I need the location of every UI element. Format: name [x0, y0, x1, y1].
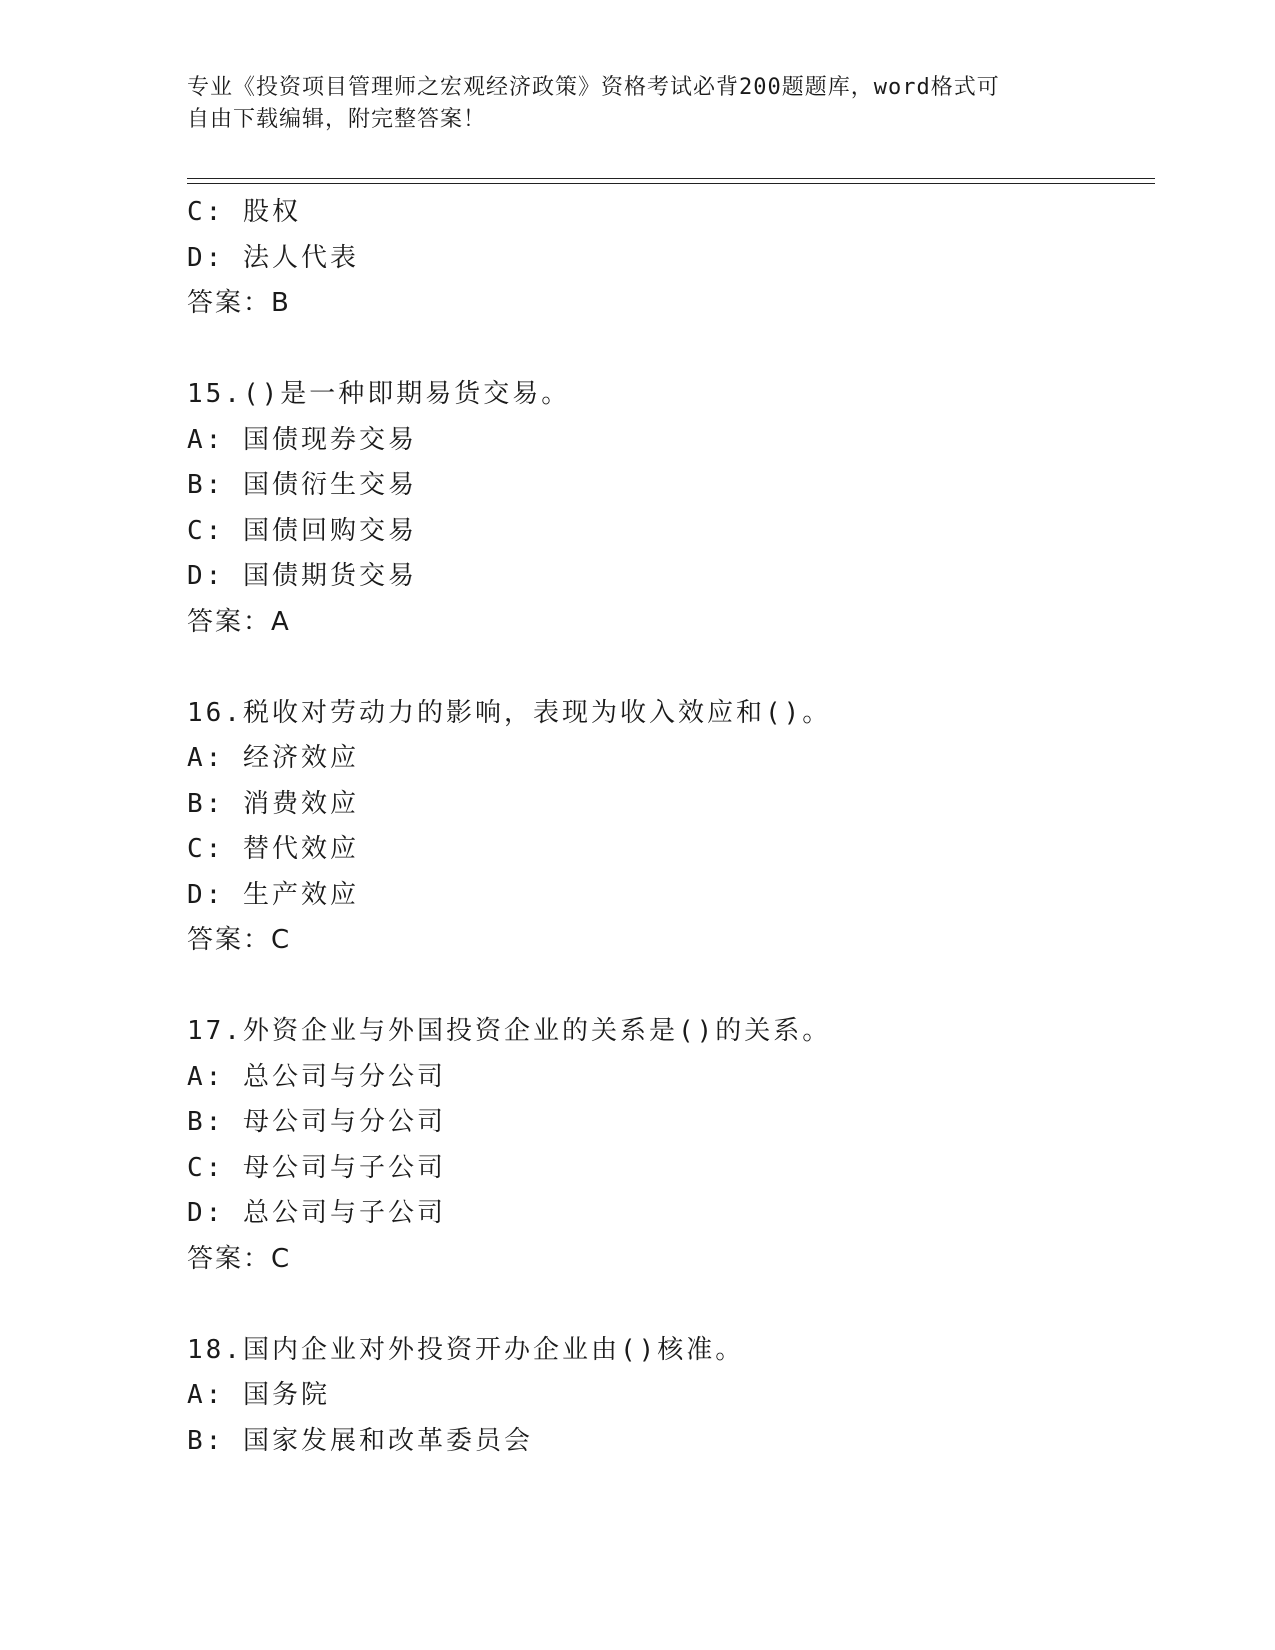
option-c: C: 股权 — [187, 197, 301, 227]
spacer — [187, 1282, 1155, 1328]
option-d: D: 国债期货交易 — [187, 561, 417, 591]
option-d: D: 总公司与子公司 — [187, 1198, 446, 1228]
spacer — [187, 327, 1155, 373]
document-header — [187, 72, 1087, 136]
option-b: B: 母公司与分公司 — [187, 1107, 446, 1137]
option-d: D: 生产效应 — [187, 879, 359, 910]
spacer — [187, 964, 1155, 1010]
option-b: B: 消费效应 — [187, 788, 359, 819]
option-c: C: 替代效应 — [187, 834, 359, 864]
option-d: D: 法人代表 — [187, 242, 359, 273]
header-line-2: 自由下载编辑，附完整答案！ — [187, 107, 487, 132]
option-a: A: 国债现券交易 — [187, 424, 417, 455]
option-b: B: 国家发展和改革委员会 — [187, 1425, 533, 1456]
header-rule-top — [187, 178, 1155, 179]
option-a: A: 国务院 — [187, 1380, 330, 1410]
option-b: B: 国债衍生交易 — [187, 470, 417, 500]
answer: 答案：C — [187, 1243, 292, 1274]
answer: 答案：A — [187, 606, 291, 637]
header-rule-bottom — [187, 183, 1155, 184]
option-a: A: 总公司与分公司 — [187, 1061, 446, 1092]
question-stem: 16.税收对劳动力的影响，表现为收入效应和()。 — [187, 697, 832, 728]
answer: 答案：C — [187, 925, 292, 955]
question-stem: 17.外资企业与外国投资企业的关系是()的关系。 — [187, 1016, 832, 1046]
question-stem: 15.()是一种即期易货交易。 — [187, 379, 571, 409]
answer: 答案：B — [187, 288, 291, 318]
option-c: C: 国债回购交易 — [187, 515, 417, 546]
option-a: A: 经济效应 — [187, 743, 359, 773]
question-list — [187, 190, 1155, 1464]
option-c: C: 母公司与子公司 — [187, 1152, 446, 1183]
header-line-1: 专业《投资项目管理师之宏观经济政策》资格考试必背200题题库，word格式可 — [187, 75, 1000, 100]
question-stem: 18.国内企业对外投资开办企业由()核准。 — [187, 1334, 745, 1365]
spacer — [187, 645, 1155, 691]
